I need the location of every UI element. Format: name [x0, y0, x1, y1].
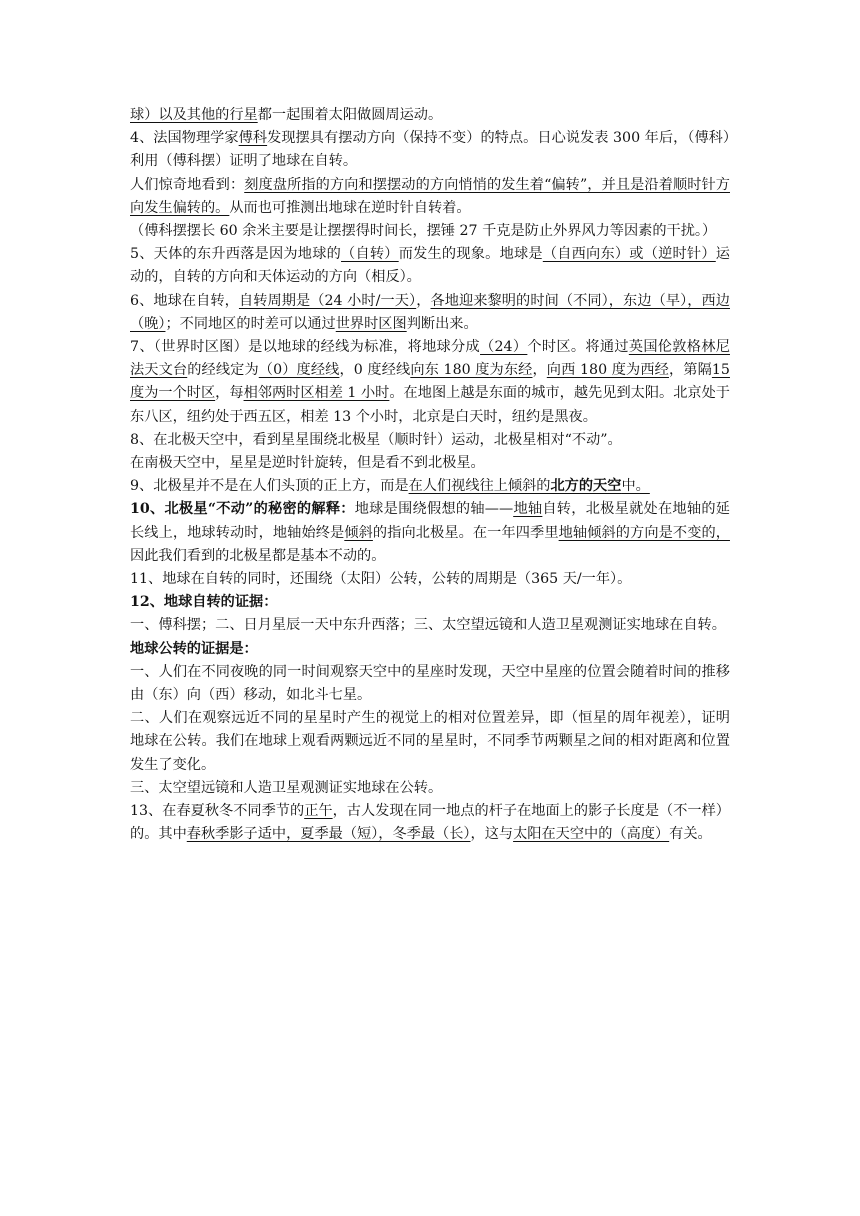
underlined-text: 世界时区图: [335, 315, 407, 332]
paragraph: [130, 638, 730, 661]
text-run: 判断出来。: [406, 315, 478, 332]
paragraph: [130, 568, 730, 591]
bold-text: 地球公转的证据是：: [130, 640, 258, 657]
paragraph: [130, 777, 730, 800]
underlined-text: 向西 180 度为西经: [546, 362, 669, 379]
text-run: ，: [416, 292, 431, 309]
text-run: 发现摆具有摆动方向（保持不变）的特点。日心说发表 300 年后，（傅科）利用（傅科摆）证明了地球在自转。: [130, 130, 730, 170]
paragraph: [130, 220, 730, 243]
paragraph: [130, 800, 730, 846]
paragraph: [130, 336, 730, 429]
underlined-text: 地轴: [513, 501, 543, 518]
text-run: 11、地球在自转的同时，还围绕（太阳）公转，公转的周期是（365 天/一年）。: [130, 571, 632, 588]
text-run: （傅科摆摆长 60 余米主要是让摆摆得时间长，摆锤 27 千克是防止外界风力等因素的干扰。）: [130, 223, 717, 240]
underlined-text: （自转）: [341, 246, 399, 263]
text-run: 因此我们看到的北极星都是基本不动的。: [130, 547, 386, 564]
underlined-text: （0）度经线: [258, 362, 340, 379]
text-run: 一、人们在不同夜晚的同一时间观察天空中的星座时发现，天空中星座的位置会随着时间的推移由（东）向（西）移动，如北斗七星。: [130, 663, 730, 704]
text-run: 三、太空望远镜和人造卫星观测证实地球在公转。: [130, 779, 443, 796]
text-run: 的经线定为: [187, 362, 259, 379]
underlined-text: 自转周期是（24 小时/一天）: [238, 292, 417, 309]
paragraph: [130, 452, 730, 475]
paragraph: [130, 127, 730, 173]
paragraph: [130, 498, 730, 568]
text-run: 4、法国物理学家: [130, 130, 239, 147]
text-run: 运动的，自转的方向和天体运动的方向（相反）。: [130, 246, 730, 286]
underlined-text: 倾斜: [344, 524, 373, 541]
underlined-text: 地轴倾斜的方向是不变的，: [558, 524, 730, 541]
bold-text: 12、地球自转的证据：: [130, 594, 278, 611]
underlined-text: 15 度为一个时区: [130, 362, 730, 402]
text-run: 自转，北极星就处在地轴的延长线上，地球转动时，地轴始终是: [130, 501, 730, 541]
paragraph: [130, 243, 730, 289]
underlined-text: 相邻两时区相差 1 小时: [243, 385, 390, 402]
text-run: 6、地球在自转，: [130, 292, 239, 309]
text-run: ，这与: [470, 826, 514, 843]
underlined-text: 傅科: [238, 130, 268, 147]
document-body: [130, 104, 730, 847]
paragraph: [130, 707, 730, 777]
text-run: 个时区。将通过: [527, 339, 629, 356]
text-run: ；不同地区的时差可以通过: [165, 315, 336, 332]
text-run: ，古人发现在同一地点的杆子在地面上的影子长度是（不一样）的。其中: [130, 803, 730, 843]
text-run: ，第隔: [668, 362, 712, 379]
paragraph: [130, 174, 730, 220]
paragraph: [130, 661, 730, 707]
underlined-text: 各地迎来黎明的时间（不同），东边（早），西边（晚）: [130, 292, 730, 332]
text-run: 13、在春夏秋冬不同季节的: [130, 803, 305, 820]
text-run: 而发生的现象。地球是: [398, 246, 543, 263]
text-run: ，每: [215, 385, 244, 402]
text-run: 都一起围着太阳做圆周运动。: [257, 107, 443, 123]
text-run: ，: [532, 362, 547, 379]
paragraph: [130, 290, 730, 336]
text-run: 有关。: [669, 826, 712, 843]
paragraph: [130, 475, 730, 498]
text-run: ，0 度经线: [339, 362, 411, 379]
paragraph: [130, 429, 730, 452]
underlined-text: 刻度盘所指的方向和摆摆动的方向悄悄的发生着“偏转”，并且是沿着顺时针方向发生偏转的。: [130, 176, 730, 216]
underlined-text: 北方的天空: [550, 478, 622, 495]
text-run: 9、北极星并不是在人们头顶的正上方，而是: [130, 478, 409, 495]
underlined-text: 在人们视线往上倾斜的: [408, 478, 551, 495]
underlined-text: 英国伦敦格林尼法天文台: [130, 339, 730, 379]
text-run: 5、天体的东升西落是因为地球的: [130, 246, 342, 263]
underlined-text: （自西向东）或（逆时针）: [542, 246, 716, 263]
text-run: 地球是围绕假想的轴——: [354, 501, 514, 518]
underlined-text: （24）: [480, 339, 528, 356]
paragraph: [130, 591, 730, 614]
underlined-text: 球）以及其他的行星: [130, 107, 258, 123]
underlined-text: 中。: [621, 478, 650, 495]
text-run: 一、傅科摆；二、日月星辰一天中东升西落；三、太空望远镜和人造卫星观测证实地球在自转。: [130, 617, 726, 634]
paragraph: [130, 104, 730, 127]
text-run: 人们惊奇地看到：: [130, 176, 245, 193]
paragraph: [130, 614, 730, 637]
underlined-text: 正午: [304, 803, 333, 820]
text-run: 二、人们在观察远近不同的星星时产生的视觉上的相对位置差异，即（恒星的周年视差），证明地球在公转。我们在地球上观看两颗远近不同的星星时，不同季节两颗星之间的相对距离和位置发生了变化。: [130, 710, 730, 773]
text-run: 。在地图上越是东面的城市，越先见到太阳。北京处于东八区，纽约处于西五区，相差 13 个小时，北京是白天时，纽约是黑夜。: [130, 385, 730, 425]
text-run: 的指向北极星。在一年四季里: [372, 524, 559, 541]
text-run: 从而也可推测出地球在逆时针自转着。: [229, 199, 471, 216]
text-run: 在南极天空中，星星是逆时针旋转，但是看不到北极星。: [130, 455, 485, 472]
underlined-text: 春秋季影子适中，夏季最（短），冬季最（长）: [186, 826, 471, 843]
underlined-text: 太阳在天空中的（高度）: [513, 826, 670, 843]
bold-text: 10、北极星“不动”的秘密的解释：: [130, 501, 355, 518]
underlined-text: 向东 180 度为东经: [410, 362, 533, 379]
text-run: 7、（世界时区图）是以地球的经线为标准，将地球分成: [130, 339, 481, 356]
text-run: 8、在北极天空中，看到星星围绕北极星（顺时针）运动，北极星相对“不动”。: [130, 431, 622, 448]
